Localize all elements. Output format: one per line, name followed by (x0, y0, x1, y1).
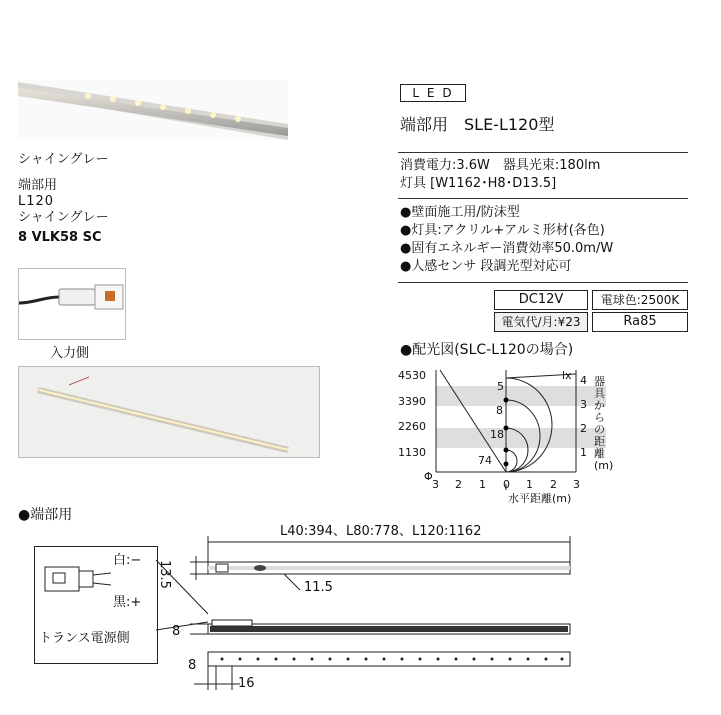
color-name: シャイングレー (18, 152, 109, 167)
connector-callout (34, 546, 158, 664)
dim-8-bottom: 8 (188, 658, 197, 673)
x-label-0: 0 (503, 478, 510, 491)
led-strip-image (18, 80, 288, 140)
divider-1 (398, 152, 688, 153)
right-y-4: 4 (580, 374, 587, 387)
connector-photo (18, 268, 126, 340)
black-wire-label: 黒:+ (113, 595, 142, 610)
chart-heading: ●配光図(SLC-L120の場合) (400, 342, 574, 358)
power-side-label: トランス電源側 (39, 631, 130, 646)
phi-label: Φ (424, 470, 433, 483)
spec-line-2: L120 (18, 194, 55, 209)
dim-8-front: 8 (172, 624, 181, 639)
dim-11-5: 11.5 (304, 580, 333, 595)
lx-unit: lx (562, 369, 572, 382)
x-label-3l: 3 (432, 478, 439, 491)
feature-4: ●人感センサ 段調光型対応可 (400, 259, 572, 274)
y-label-1130: 1130 (398, 446, 426, 459)
spec-line-1: 端部用 (18, 178, 58, 193)
connector-image (19, 269, 125, 339)
bar-photo (18, 366, 320, 458)
x-label-2r: 2 (550, 478, 557, 491)
voltage-box: DC12V (494, 290, 588, 310)
length-label: L40:394、L80:778、L120:1162 (280, 524, 482, 539)
dimension-drawing (150, 520, 590, 700)
divider-2 (398, 198, 688, 199)
right-axis-title: 器具からの距離(m) (594, 375, 614, 472)
dim-16: 16 (238, 676, 255, 691)
x-label-1r: 1 (526, 478, 533, 491)
feature-3: ●固有エネルギー消費効率50.0m/W (400, 241, 614, 256)
y-label-2260: 2260 (398, 420, 426, 433)
spec-line-3: シャイングレー (18, 210, 109, 225)
led-bar-image (19, 367, 319, 457)
dim-13-5: 13.5 (157, 560, 172, 589)
x-label-1l: 1 (479, 478, 486, 491)
right-y-3: 3 (580, 398, 587, 411)
product-title: 端部用 SLE-L120型 (400, 115, 555, 134)
x-label-2l: 2 (455, 478, 462, 491)
input-side-label: 入力側 (50, 346, 90, 361)
drawing-heading: ●端部用 (18, 507, 73, 523)
right-y-1: 1 (580, 446, 587, 459)
lux-18: 18 (490, 428, 504, 441)
feature-2: ●灯具:アクリル+アルミ形材(各色) (400, 223, 605, 238)
divider-3 (398, 282, 688, 283)
power-line: 消費電力:3.6W 器具光束:180lm (400, 158, 601, 173)
right-y-2: 2 (580, 422, 587, 435)
feature-1: ●壁面施工用/防沫型 (400, 205, 520, 220)
lux-5: 5 (497, 380, 504, 393)
electricity-cost-box: 電気代/月:¥23 (494, 312, 588, 332)
color-temp-box: 電球色:2500K (592, 290, 688, 310)
lux-8: 8 (496, 404, 503, 417)
lux-74: 74 (478, 454, 492, 467)
y-label-3390: 3390 (398, 395, 426, 408)
product-photo-strip (18, 80, 288, 140)
led-badge: L E D (400, 84, 466, 102)
ra-box: Ra85 (592, 312, 688, 332)
size-line: 灯具 [W1162･H8･D13.5] (400, 176, 557, 191)
connector-drawing (43, 565, 113, 595)
y-label-4530: 4530 (398, 369, 426, 382)
white-wire-label: 白:− (113, 553, 142, 568)
x-label-3r: 3 (573, 478, 580, 491)
model-number: 8 VLK58 SC (18, 230, 102, 245)
bottom-axis-title: 水平距離(m) (508, 492, 572, 505)
